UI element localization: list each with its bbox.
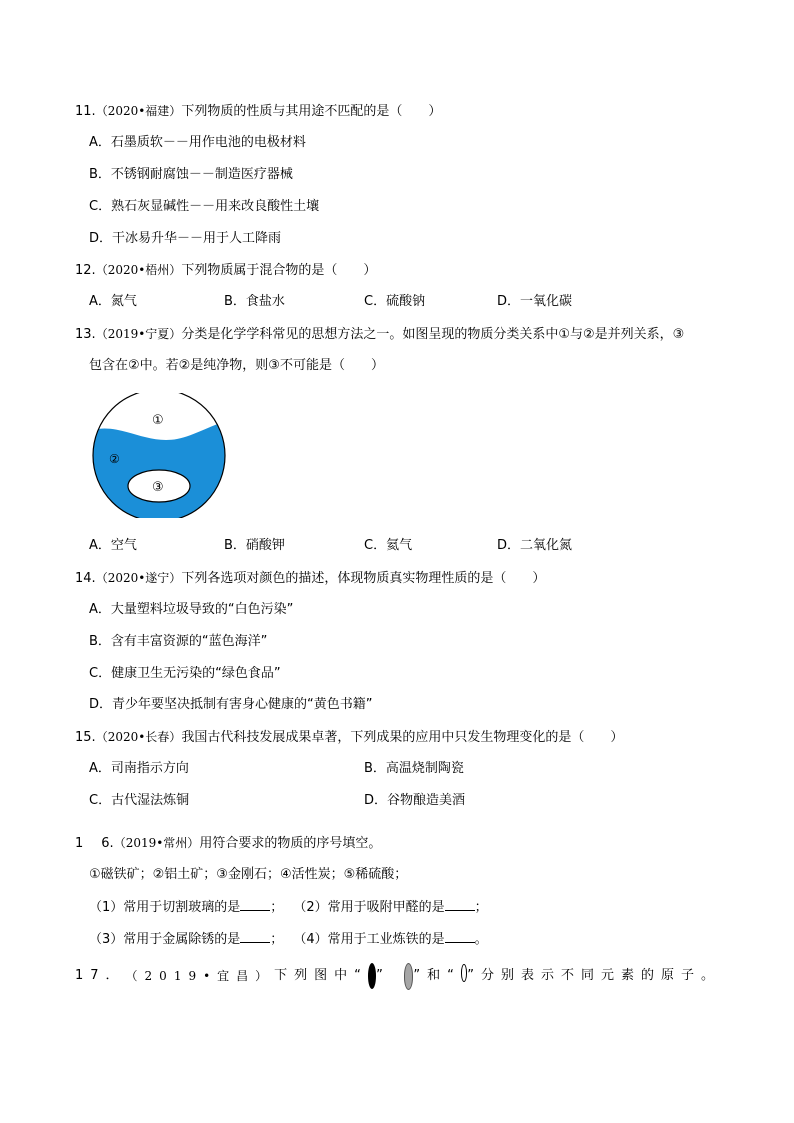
answer-blank[interactable] xyxy=(240,898,270,911)
q13-stem xyxy=(75,325,684,344)
sub-label: （3） xyxy=(89,932,124,947)
question-text: 下列图中“ xyxy=(274,968,368,983)
option-text: 空气 xyxy=(110,538,137,553)
option-label: B． xyxy=(364,761,386,776)
question-number: 1 xyxy=(75,836,84,851)
question-text: 分类是化学学科常见的思想方法之一。如图呈现的物质分类关系中①与②是并列关系，③ xyxy=(181,327,685,342)
q12-option-a xyxy=(89,293,137,311)
option-label: C． xyxy=(89,199,112,214)
question-text: 下列各选项对颜色的描述，体现物质真实物理性质的是（ ） xyxy=(181,571,546,586)
option-label: B． xyxy=(89,634,111,649)
question-number: 12. xyxy=(75,263,96,278)
option-text: 含有丰富资源的“蓝色海洋” xyxy=(110,634,268,649)
option-label: A． xyxy=(89,294,111,309)
q12-option-d xyxy=(497,293,572,311)
question-source: （2019•宁夏） xyxy=(95,327,182,341)
option-text: 青少年要坚决抵制有害身心健康的“黄色书籍” xyxy=(112,697,373,712)
question-source: （2020•遂宁） xyxy=(95,571,182,585)
question-source: （2020•梧州） xyxy=(95,263,182,277)
question-text: ”和“ xyxy=(413,968,461,983)
option-text: 高温烧制陶瓷 xyxy=(385,761,464,776)
option-label: A． xyxy=(89,761,111,776)
q14-option-a xyxy=(89,601,293,619)
question-source: （2019•宜昌） xyxy=(125,969,275,983)
option-label: C． xyxy=(89,666,112,681)
q12-option-c xyxy=(364,293,425,311)
q11-option-c xyxy=(89,198,319,216)
question-number: 14. xyxy=(75,571,96,586)
q13-option-a xyxy=(89,537,137,555)
label-3: ③ xyxy=(152,480,164,495)
option-text: 石墨质软－－用作电池的电极材料 xyxy=(110,135,306,150)
option-text: 食盐水 xyxy=(245,294,285,309)
q16-stem xyxy=(75,834,381,853)
sub-end: ； xyxy=(474,900,488,915)
q14-option-d xyxy=(89,696,373,714)
label-2: ② xyxy=(109,452,120,466)
option-label: C． xyxy=(89,793,112,808)
q15-option-d xyxy=(364,792,465,810)
q11-option-d xyxy=(89,230,281,248)
question-source: （2020•长春） xyxy=(95,730,182,744)
black-atom-icon xyxy=(368,963,376,989)
option-text: 健康卫生无污染的“绿色食品” xyxy=(111,666,281,681)
q16-materials: ①磁铁矿；②铝土矿；③金刚石；④活性炭；⑤稀硫酸； xyxy=(89,867,408,882)
option-text: 二氧化氮 xyxy=(520,538,573,553)
q15-option-c xyxy=(89,792,189,810)
sub-end: ； xyxy=(270,932,284,947)
q12-stem xyxy=(75,261,376,280)
label-1: ① xyxy=(152,413,164,428)
option-text: 大量塑料垃圾导致的“白色污染” xyxy=(110,602,294,617)
option-label: D． xyxy=(364,793,388,808)
q13-option-d xyxy=(497,537,572,555)
q15-stem xyxy=(75,728,623,747)
question-source: （2020•福建） xyxy=(95,104,182,118)
option-text: 氮气 xyxy=(110,294,137,309)
answer-blank[interactable] xyxy=(445,898,475,911)
q16-subline-2 xyxy=(89,930,488,949)
sub-end: ； xyxy=(270,900,284,915)
answer-blank[interactable] xyxy=(240,930,270,943)
question-number: 17． xyxy=(75,968,126,983)
gray-atom-icon xyxy=(404,963,414,990)
q13-option-b xyxy=(224,537,285,555)
sub-text: 常用于吸附甲醛的是 xyxy=(327,900,445,915)
option-label: B． xyxy=(89,167,111,182)
option-label: C． xyxy=(364,538,387,553)
q11-stem xyxy=(75,102,441,121)
question-number: 13. xyxy=(75,327,96,342)
question-text: 用符合要求的物质的序号填空。 xyxy=(199,836,382,851)
option-text: 一氧化碳 xyxy=(520,294,573,309)
option-text: 硫酸钠 xyxy=(386,294,426,309)
q11-option-b xyxy=(89,166,293,184)
q13-option-c xyxy=(364,537,412,555)
question-source: （2019•常州） xyxy=(113,836,200,850)
q12-option-b xyxy=(224,293,285,311)
option-text: 氦气 xyxy=(386,538,413,553)
sub-label: （4） xyxy=(293,932,328,947)
option-text: 熟石灰显碱性－－用来改良酸性土壤 xyxy=(111,199,320,214)
option-label: D． xyxy=(497,294,521,309)
option-label: A． xyxy=(89,538,111,553)
option-text: 不锈钢耐腐蚀－－制造医疗器械 xyxy=(110,167,293,182)
sub-text: 常用于金属除锈的是 xyxy=(123,932,241,947)
answer-blank[interactable] xyxy=(445,930,475,943)
option-label: A． xyxy=(89,602,111,617)
q14-option-c xyxy=(89,665,281,683)
question-number: 11. xyxy=(75,104,96,119)
q16-subline-1 xyxy=(89,898,488,917)
option-label: D． xyxy=(89,697,113,712)
option-label: D． xyxy=(497,538,521,553)
question-number-suffix: 6. xyxy=(101,836,114,851)
q11-option-a xyxy=(89,134,306,152)
q17-stem xyxy=(75,960,721,992)
option-label: A． xyxy=(89,135,111,150)
option-text: 谷物酿造美酒 xyxy=(387,793,466,808)
q15-option-a xyxy=(89,760,189,778)
sub-label: （2） xyxy=(293,900,328,915)
question-number: 15. xyxy=(75,730,96,745)
question-text: ”分别表示不同元素的原子。 xyxy=(467,968,721,983)
question-text: 下列物质属于混合物的是（ ） xyxy=(181,263,377,278)
q13-stem-continued: 包含在②中。若②是纯净物，则③不可能是（ ） xyxy=(89,358,384,373)
sub-text: 常用于切割玻璃的是 xyxy=(123,900,241,915)
question-text: 我国古代科技发展成果卓著，下列成果的应用中只发生物理变化的是（ ） xyxy=(181,730,624,745)
sub-label: （1） xyxy=(89,900,124,915)
option-label: B． xyxy=(224,538,246,553)
option-text: 干冰易升华－－用于人工降雨 xyxy=(112,231,282,246)
classification-diagram xyxy=(89,393,229,518)
option-label: C． xyxy=(364,294,387,309)
q14-option-b xyxy=(89,633,267,651)
sub-text: 常用于工业炼铁的是 xyxy=(327,932,445,947)
q14-stem xyxy=(75,569,545,588)
option-text: 古代湿法炼铜 xyxy=(111,793,190,808)
option-text: 硝酸钾 xyxy=(245,538,285,553)
option-label: B． xyxy=(224,294,246,309)
option-label: D． xyxy=(89,231,113,246)
option-text: 司南指示方向 xyxy=(110,761,189,776)
sub-end: 。 xyxy=(474,932,488,947)
question-text: ” xyxy=(376,968,390,983)
question-text: 下列物质的性质与其用途不匹配的是（ ） xyxy=(181,104,442,119)
q15-option-b xyxy=(364,760,464,778)
